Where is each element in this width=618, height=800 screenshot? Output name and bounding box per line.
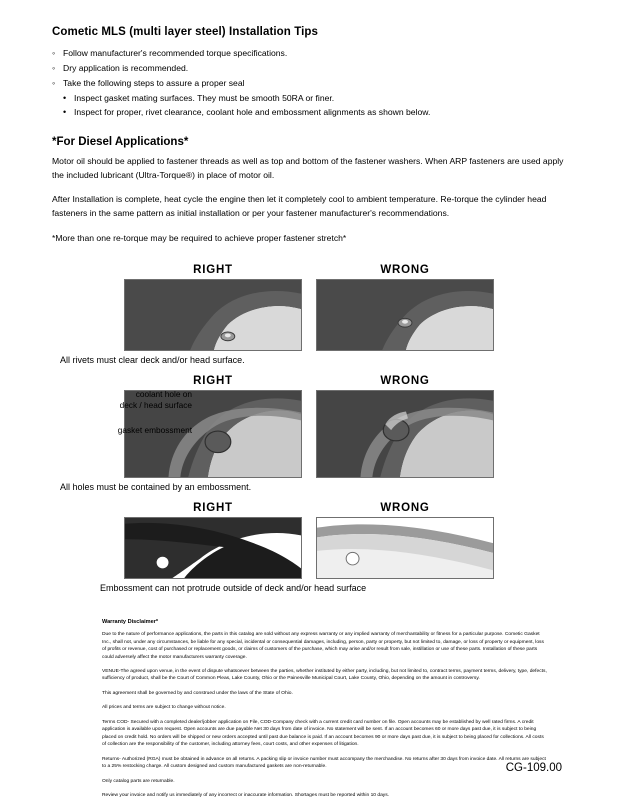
- figure-image-wrong-embossment: [316, 517, 494, 579]
- diesel-paragraph-2: After Installation is complete, heat cycle the engine then let it completely cool to ambient temperature. Re-torque the cylinder head fasteners in the same pattern as initial installation or per your fastener manufacturer's recommendations.: [52, 194, 547, 219]
- footer-code: CG-109.00: [505, 762, 562, 774]
- figure-caption-embossment: [52, 583, 566, 593]
- figure-group-embossment: [52, 502, 566, 593]
- figure-caption-rivets: All rivets must clear deck and/or head surface.: [60, 355, 245, 366]
- figure-label-wrong: WRONG: [380, 502, 430, 515]
- figure-section: [52, 264, 566, 593]
- warranty-paragraph: VENUE-The agreed upon venue, in the event of dispute whatsoever between the parties, whether instituted by either party, including, but not limited to, contract terms, payment terms, delivery, type, defects, sufficiency of product, shall be the Court of Common Pleas, Lake County, Ohio or the Painesville Municipal Court, Lake County, Ohio, depending on the amount in controversy.: [102, 669, 547, 682]
- diesel-paragraph-3: *More than one re-torque may be required to achieve proper fastener stretch*: [52, 233, 347, 244]
- figure-group-holes: [52, 375, 566, 492]
- warranty-paragraph: Returns- Authorized (RGA) must be obtained in advance on all returns. A packing slip or invoice number must accompany the merchandise. No returns after 30 days from invoice date. All returns are subject to a 25% restocking charge. All custom designed and custom manufactured gaskets are non-returnable.: [102, 756, 546, 770]
- figure-label-right: RIGHT: [193, 502, 233, 515]
- diesel-heading: *For Diesel Applications*: [52, 135, 189, 148]
- figure-image-wrong-rivets: [316, 279, 494, 351]
- figure-image-right-rivets: [124, 279, 302, 351]
- figure-label-wrong: WRONG: [380, 264, 430, 277]
- warranty-paragraph: Only catalog parts are returnable.: [102, 778, 175, 784]
- figure-wrong-rivets: [316, 264, 494, 351]
- figure-group-rivets: [52, 264, 566, 365]
- callout-gasket-embossment: gasket embossment: [117, 425, 192, 436]
- callout-coolant-hole: coolant hole on deck / head surface: [119, 389, 192, 411]
- warranty-paragraph: Terms COD- Secured with a completed dealer/jobber application on File, COD-Company check with a current credit card number on file. Open accounts may be established by well rated firms. A credit application is available upon request. Open accounts are due payable Net 30 days from date of invoice. No statement will be sent. If an account becomes 60 or more days past due, it is subject to being placed on credit hold. No orders will be shipped or new orders accepted until past due balance is paid. If an account becomes 90 or more days past due, it is subject to being placed for collections. All costs of collection are the responsibility of the customer, including attorney fees, court costs, and other expenses of litigation.: [102, 719, 544, 748]
- diesel-paragraph-1: Motor oil should be applied to fastener threads as well as top and bottom of the fastener washers. When ARP fasteners are used apply the included lubricant (Ultra-Torque®) in place of motor oil.: [52, 155, 564, 180]
- figure-right-rivets: [124, 264, 302, 351]
- figure-image-right-embossment: [124, 517, 302, 579]
- figure-wrong-holes: [316, 375, 494, 478]
- figure-caption-holes: All holes must be contained by an embossment.: [60, 482, 252, 493]
- warranty-paragraph: All prices and terms are subject to change without notice.: [102, 705, 226, 711]
- warranty-paragraph: Due to the nature of performance applications, the parts in this catalog are sold without any express warranty or any implied warranty of merchantability or fitness for a particular purpose. Cometic Gasket Inc., shall not, under any circumstances, be liable for any special, incidental or consequential damages, including, person, party or property, but not limited to, damage, or loss of property or equipment, loss of profits or revenue, cost of purchased or replacement goods, or claims of customers of the purchase, which may arise and/or result from sale, instillation or use of these parts. Installation of these parts could adversely affect the motor manufacturers warranty coverage.: [102, 632, 544, 660]
- tips-list: [52, 47, 566, 91]
- page-title: Cometic MLS (multi layer steel) Installation Tips: [52, 26, 319, 38]
- list-item: ◦ Take the following steps to assure a proper seal: [52, 77, 566, 91]
- warranty-paragraph: This agreement shall be governed by and construed under the laws of the State of Ohio.: [102, 690, 293, 696]
- figure-label-right: RIGHT: [193, 375, 233, 388]
- list-item: ◦ Follow manufacturer's recommended torque specifications.: [52, 47, 566, 61]
- list-item: ◦ Dry application is recommended.: [52, 62, 566, 76]
- sub-tips-list: [52, 92, 566, 120]
- figure-right-embossment: [124, 502, 302, 579]
- figure-wrong-embossment: [316, 502, 494, 579]
- figure-label-wrong: WRONG: [380, 375, 430, 388]
- warranty-section: [52, 619, 566, 799]
- warranty-heading: Warranty Disclaimer*: [102, 619, 159, 626]
- warranty-paragraph: Review your invoice and notify us immediately of any incorrect or inaccurate information. Shortages must be reported within 10 days.: [102, 793, 390, 799]
- list-item: • Inspect for proper, rivet clearance, coolant hole and embossment alignments as shown below.: [63, 106, 566, 120]
- figure-caption-embossment-line1: Embossment can not protrude outside of deck and/or head surface: [100, 583, 367, 594]
- list-item: • Inspect gasket mating surfaces. They must be smooth 50RA or finer.: [63, 92, 566, 106]
- figure-label-right: RIGHT: [193, 264, 233, 277]
- figure-image-wrong-holes: [316, 390, 494, 478]
